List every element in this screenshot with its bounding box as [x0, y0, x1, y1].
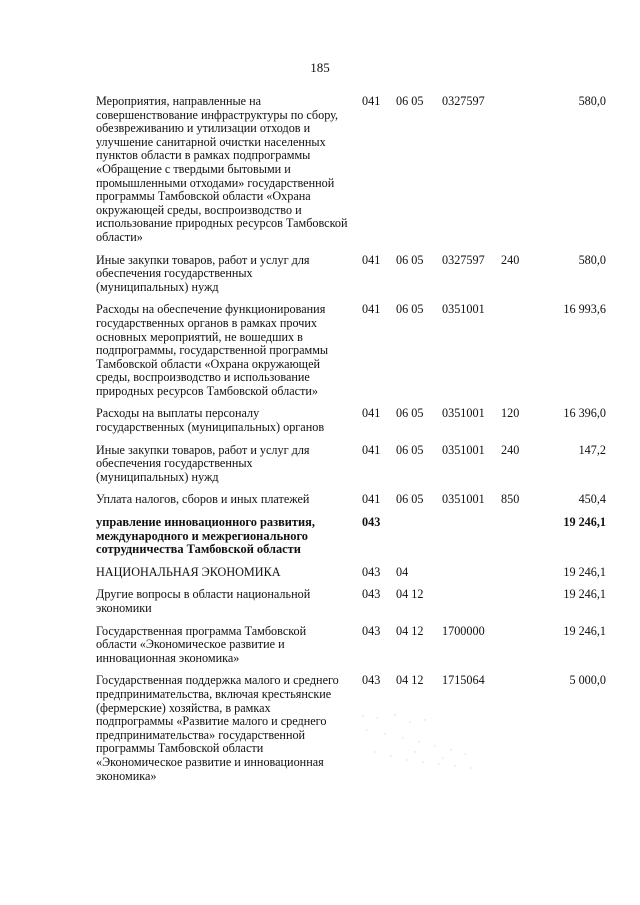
amount: 580,0 [578, 94, 606, 108]
target-item-code: 1715064 [442, 673, 485, 688]
expense-type-code: 240 [501, 252, 520, 267]
expense-type-code: 240 [501, 442, 520, 457]
section-code: 06 05 [396, 406, 424, 421]
section-code: 06 05 [396, 94, 424, 108]
department-code: 041 [362, 94, 381, 108]
department-code: 043 [362, 587, 381, 602]
row-description: Государственная поддержка малого и среднего предпринимательства, включая крестьянские (фермерские) хозяйства, в рамках подпрограммы «Развитие малого и среднего предпринимательства» государственной программы Тамбовской области «Экономическое развитие и инновационная экономика» [96, 673, 339, 783]
target-item-code: 1700000 [442, 623, 485, 638]
scan-artifact [355, 712, 485, 772]
target-item-code: 0327597 [442, 94, 485, 108]
row-description: Уплата налогов, сборов и иных платежей [96, 492, 310, 507]
table-row-department [96, 516, 606, 557]
expense-type-code: 120 [501, 406, 520, 421]
department-code: 041 [362, 492, 381, 507]
amount: 19 246,1 [563, 564, 606, 579]
target-item-code: 0351001 [442, 406, 485, 421]
department-code: 043 [362, 564, 381, 579]
budget-table [96, 95, 606, 792]
table-row [96, 493, 606, 507]
section-code: 06 05 [396, 492, 424, 507]
table-row [96, 303, 606, 398]
department-code: 043 [362, 515, 381, 530]
target-item-code: 0327597 [442, 252, 485, 267]
amount: 147,2 [578, 442, 606, 457]
table-row [96, 625, 606, 666]
amount: 16 993,6 [563, 302, 606, 317]
section-code: 06 05 [396, 302, 424, 317]
table-row [96, 407, 606, 434]
table-row [96, 588, 606, 615]
target-item-code: 0351001 [442, 442, 485, 457]
section-code: 04 [396, 564, 409, 579]
target-item-code: 0351001 [442, 492, 485, 507]
department-code: 041 [362, 442, 381, 457]
row-description: Расходы на выплаты персоналу государственных (муниципальных) органов [96, 406, 325, 435]
table-row [96, 444, 606, 485]
department-code: 041 [362, 406, 381, 421]
row-description: Расходы на обеспечение функционирования государственных органов в рамках прочих основных мероприятий, не вошедших в подпрограммы, государственной программы Тамбовской области «Охрана окружающей среды, воспроизводство и использование природных ресурсов Тамбовской области» [96, 302, 329, 398]
department-code: 041 [362, 302, 381, 317]
row-description: НАЦИОНАЛЬНАЯ ЭКОНОМИКА [96, 564, 281, 579]
department-code: 041 [362, 252, 381, 267]
row-description: Мероприятия, направленные на совершенствование инфраструктуры по сбору, обезвреживанию и утилизации отходов и улучшение санитарной очистки населенных пунктов области в рамках подпрограммы «Обращение с твердыми бытовыми и промышленными отходами» государственной программы Тамбовской области «Охрана окружающей среды, воспроизводство и использование природных ресурсов Тамбовской области» [96, 94, 348, 244]
amount: 16 396,0 [563, 406, 606, 421]
amount: 450,4 [578, 492, 606, 507]
table-row [96, 566, 606, 580]
row-description: Иные закупки товаров, работ и услуг для обеспечения государственных (муниципальных) нужд [96, 442, 310, 484]
expense-type-code: 850 [501, 492, 520, 507]
row-description: Иные закупки товаров, работ и услуг для обеспечения государственных (муниципальных) нужд [96, 252, 310, 294]
section-code: 06 05 [396, 252, 424, 267]
row-description: Другие вопросы в области национальной экономики [96, 587, 311, 615]
amount: 19 246,1 [563, 515, 606, 530]
department-code: 043 [362, 623, 381, 638]
row-description: Государственная программа Тамбовской области «Экономическое развитие и инновационная экономика» [96, 623, 307, 665]
table-row [96, 95, 606, 245]
amount: 5 000,0 [569, 673, 606, 688]
amount: 19 246,1 [563, 623, 606, 638]
section-code: 06 05 [396, 442, 424, 457]
section-code: 04 12 [396, 673, 424, 688]
page-number: 185 [310, 60, 330, 75]
section-code: 04 12 [396, 587, 424, 602]
amount: 580,0 [578, 252, 606, 267]
table-row [96, 254, 606, 295]
table-row [96, 674, 606, 783]
amount: 19 246,1 [563, 587, 606, 602]
section-code: 04 12 [396, 623, 424, 638]
row-description: управление инновационного развития, международного и межрегионального сотрудничества Тамбовской области [96, 515, 315, 557]
target-item-code: 0351001 [442, 302, 485, 317]
department-code: 043 [362, 673, 381, 688]
